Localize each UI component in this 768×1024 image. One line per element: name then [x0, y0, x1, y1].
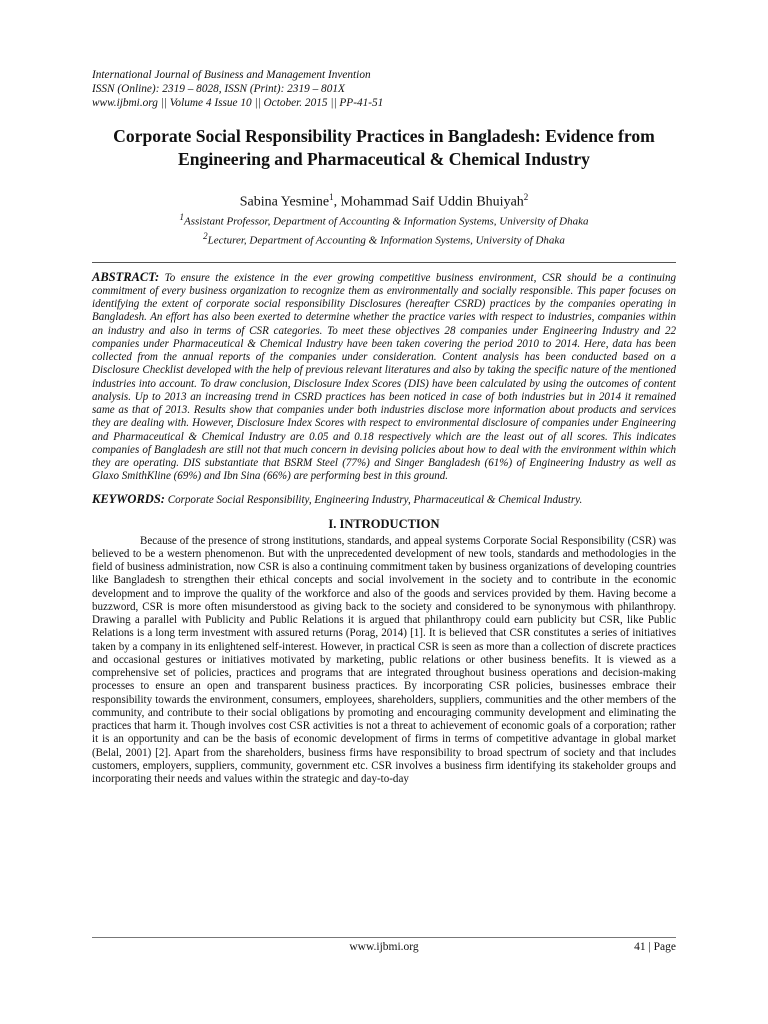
author-name: Sabina Yesmine [239, 194, 330, 210]
header-divider [92, 262, 676, 263]
page-number: 41 | Page [634, 941, 676, 953]
affiliation [92, 210, 676, 229]
abstract [92, 271, 676, 484]
journal-issn: ISSN (Online): 2319 – 8028, ISSN (Print): 2319 – 801X [92, 83, 345, 96]
paper-title: Corporate Social Responsibility Practices in Bangladesh: Evidence from Engineering and Pharmaceutical & Chemical Industry [113, 125, 655, 169]
author-affiliation-mark: 2 [523, 191, 529, 202]
journal-details: www.ijbmi.org || Volume 4 Issue 10 || October. 2015 || PP-41-51 [92, 97, 384, 110]
section-heading-introduction: I. INTRODUCTION [328, 516, 440, 531]
author-separator: , [333, 194, 341, 210]
abstract-text: To ensure the existence in the ever growing competitive business environment, CSR should be a continuing commitment of every business organization to recognize them as environmentally and socially responsible. This paper focuses on identifying the extent of corporate social responsibility Disclosures (hereafter CSRD) practices by the companies operating in Bangladesh. An effort has also been exerted to determine whether the practice varies with respect to industries, companies within an industry and also in terms of CSR categories. To meet these objectives 28 companies under Engineering Industry and 22 companies under Pharmaceutical & Chemical Industry have been taken covering the period 2010 to 2014. Here, data has been collected from the annual reports of the companies under consideration. Content analysis has been conducted based on a Disclosure Checklist developed with the help of previous relevant literatures and also by taking the specific nature of the mentioned industries into account. To draw conclusion, Disclosure Index Scores (DIS) have been calculated by using the outcomes of content analysis. Up to 2013 an increasing trend in CSRD practices has been noticed in case of both industries but in 2014 it remained same as that of 2013. Results show that companies under both industries disclose more information about products and services they are dealing with. However, Disclosure Index Scores with respect to environmental disclosure of companies under Engineering and Pharmaceutical & Chemical Industry are 0.05 and 0.18 respectively which are the least out of all scores. This indicates companies of Bangladesh are still not that much concern in devising policies about how to deal with the environment within which they are operating. DIS substantiate that BSRM Steel (77%) and Singer Bangladesh (61%) of Engineering Industry as well as Glaxo SmithKline (69%) and Ibn Sina (66%) are performing best in this ground. [92, 271, 676, 483]
footer-divider [92, 937, 676, 938]
page-footer [92, 939, 676, 955]
affiliation-mark: 2 [203, 230, 208, 241]
footer-url[interactable]: www.ijbmi.org [349, 941, 419, 953]
affiliation-text: Lecturer, Department of Accounting & Information Systems, University of Dhaka [207, 234, 565, 247]
affiliation-text: Assistant Professor, Department of Accounting & Information Systems, University of Dhaka [183, 215, 589, 228]
journal-name: International Journal of Business and Management Invention [92, 69, 371, 81]
introduction-paragraph: Because of the presence of strong institutions, standards, and appeal systems Corporate Social Responsibility (CSR) was believed to be a western phenomenon. But with the unprecedented development of new tools, standards and methodologies in the field of business administration, now CSR is also a continuing commitment taken by business organizations of developing countries like Bangladesh to strengthen their ethical concepts and social involvement in the society and to contribute in the economic development and to improve the quality of the workforce and also of the goods and services provided by them. Having become a buzzword, CSR is more often misunderstood as giving back to the society and considered to be synonymous with philanthropy. Drawing a parallel with Publicity and Public Relations it is argued that philanthropy could earn publicity but CSR, like Public Relations is a long term investment with assured returns (Porag, 2014) [1]. It is believed that CSR constitutes a series of initiatives taken by a company in its enlightened self-interest. However, in practical CSR is seen as more than a collection of discrete practices and occasional gestures or initiatives motivated by marketing, public relations or other business benefits. It is viewed as a comprehensive set of policies, practices and programs that are integrated throughout business operations and decision-making processes to ensure an open and transparent business practices. By incorporating CSR policies, businesses embrace their responsibility towards the environment, consumers, employees, shareholders, suppliers, communities and the other members of the community, and contribute to their social obligations by promoting and encouraging community development and eliminating the practices that harm it. Though involves cost CSR activities is not a threat to achievement of economic goals of a corporation; rather it is an opportunity and can be the basis of economic development of firms in terms of competitive advantage in global market (Belal, 2001) [2]. Apart from the shareholders, business firms have responsibility to broad spectrum of society and that includes customers, employers, suppliers, community, government etc. CSR involves a business firm identifying its stakeholder groups and incorporating their needs and values within the strategic and day-to-day [92, 534, 676, 786]
keywords-text: Corporate Social Responsibility, Engineering Industry, Pharmaceutical & Chemical Industry. [167, 493, 583, 506]
article-page [92, 68, 676, 786]
author-affiliation-mark: 1 [329, 191, 334, 202]
journal-header [92, 68, 676, 111]
keywords-label: KEYWORDS: [92, 491, 165, 506]
abstract-label: ABSTRACT: [92, 269, 160, 284]
affiliation-mark: 1 [179, 212, 184, 223]
affiliation [92, 229, 676, 248]
author-list [92, 189, 676, 211]
keywords [92, 492, 676, 507]
author-name: Mohammad Saif Uddin Bhuiyah [340, 194, 524, 210]
